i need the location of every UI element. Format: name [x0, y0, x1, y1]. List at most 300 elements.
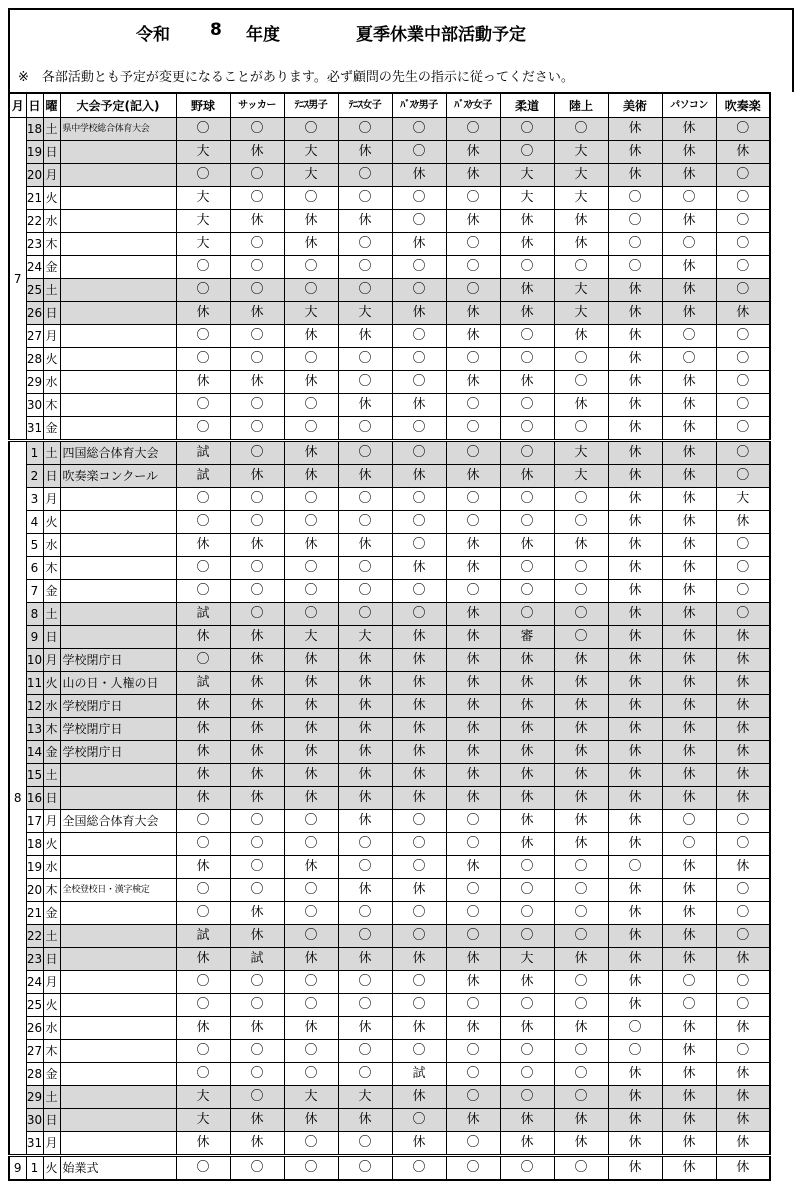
weekday-cell: 木 [43, 879, 60, 902]
event-cell: 学校閉庁日 [60, 695, 176, 718]
day-cell: 19 [26, 141, 43, 164]
column-tennis-boys-cell: 〇 [284, 187, 338, 210]
weekday-cell: 水 [43, 695, 60, 718]
column-tennis-girls-cell: 休 [338, 741, 392, 764]
column-tennis-girls-cell: 休 [338, 1109, 392, 1132]
column-basketball-boys-cell: 〇 [392, 488, 446, 511]
column-tennis-girls-cell: 〇 [338, 1040, 392, 1063]
column-computer-cell: 休 [662, 279, 716, 302]
weekday-cell: 月 [43, 164, 60, 187]
column-judo-cell: 休 [500, 833, 554, 856]
event-cell [60, 417, 176, 441]
column-judo-cell: 〇 [500, 511, 554, 534]
column-basketball-girls-cell: 休 [446, 1109, 500, 1132]
title-name: 夏季休業中部活動予定 [356, 25, 526, 45]
column-computer-cell: 休 [662, 879, 716, 902]
column-computer-cell: 〇 [662, 348, 716, 371]
column-basketball-boys-cell: 〇 [392, 534, 446, 557]
column-art-cell: 〇 [608, 856, 662, 879]
column-computer-cell: 休 [662, 741, 716, 764]
column-computer-cell: 休 [662, 465, 716, 488]
column-basketball-girls-cell: 〇 [446, 833, 500, 856]
column-brass-band-cell: 〇 [716, 210, 770, 233]
column-brass-band-cell: 〇 [716, 994, 770, 1017]
column-brass-band-cell: 大 [716, 488, 770, 511]
column-brass-band-cell: 休 [716, 649, 770, 672]
column-baseball-cell: 〇 [176, 348, 230, 371]
column-tennis-girls-cell: 休 [338, 141, 392, 164]
column-computer-cell: 〇 [662, 833, 716, 856]
column-basketball-boys-cell: 〇 [392, 141, 446, 164]
column-brass-band-cell: 休 [716, 1156, 770, 1181]
column-judo-cell: 休 [500, 1132, 554, 1156]
column-track-cell: 休 [554, 210, 608, 233]
weekday-cell: 水 [43, 371, 60, 394]
column-basketball-girls-cell: 〇 [446, 1132, 500, 1156]
column-basketball-girls-cell: 〇 [446, 580, 500, 603]
column-computer-cell: 休 [662, 1156, 716, 1181]
column-basketball-boys-cell: 休 [392, 649, 446, 672]
column-tennis-boys-cell: 休 [284, 764, 338, 787]
column-art-cell: 〇 [608, 1040, 662, 1063]
column-track-cell: 〇 [554, 856, 608, 879]
column-track-cell: 大 [554, 302, 608, 325]
event-cell [60, 856, 176, 879]
column-baseball-header: 野球 [176, 93, 230, 118]
column-basketball-boys-cell: 〇 [392, 1156, 446, 1181]
column-tennis-girls-cell: 休 [338, 465, 392, 488]
event-cell: 学校閉庁日 [60, 649, 176, 672]
table-row [9, 256, 770, 279]
column-computer-cell: 休 [662, 488, 716, 511]
column-judo-cell: 〇 [500, 488, 554, 511]
header-row [9, 93, 770, 118]
column-soccer-cell: 休 [230, 1132, 284, 1156]
event-cell [60, 902, 176, 925]
column-tennis-boys-cell: 〇 [284, 118, 338, 141]
column-brass-band-cell: 休 [716, 672, 770, 695]
column-basketball-boys-cell: 休 [392, 164, 446, 187]
column-computer-cell: 〇 [662, 810, 716, 833]
column-brass-band-cell: 〇 [716, 164, 770, 187]
column-computer-cell: 休 [662, 210, 716, 233]
column-art-cell: 休 [608, 511, 662, 534]
column-soccer-cell: 休 [230, 902, 284, 925]
column-baseball-cell: 大 [176, 210, 230, 233]
column-baseball-cell: 休 [176, 787, 230, 810]
column-basketball-boys-header: ﾊﾞｽｹ男子 [392, 93, 446, 118]
weekday-cell: 日 [43, 141, 60, 164]
column-basketball-boys-cell: 休 [392, 948, 446, 971]
column-judo-cell: 〇 [500, 441, 554, 465]
column-judo-cell: 休 [500, 741, 554, 764]
day-cell: 24 [26, 971, 43, 994]
column-track-cell: 〇 [554, 1156, 608, 1181]
column-basketball-boys-cell: 休 [392, 394, 446, 417]
event-cell [60, 141, 176, 164]
column-baseball-cell: 〇 [176, 1156, 230, 1181]
column-basketball-girls-cell: 〇 [446, 118, 500, 141]
column-basketball-girls-cell: 〇 [446, 417, 500, 441]
column-basketball-girls-cell: 休 [446, 718, 500, 741]
table-row [9, 649, 770, 672]
column-art-cell: 休 [608, 833, 662, 856]
column-brass-band-cell: 〇 [716, 879, 770, 902]
table-row [9, 348, 770, 371]
column-computer-cell: 休 [662, 511, 716, 534]
column-judo-cell: 〇 [500, 580, 554, 603]
column-track-cell: 休 [554, 787, 608, 810]
column-basketball-girls-cell: 休 [446, 557, 500, 580]
column-art-cell: 休 [608, 925, 662, 948]
column-brass-band-header: 吹奏楽 [716, 93, 770, 118]
column-art-cell: 休 [608, 626, 662, 649]
column-brass-band-cell: 休 [716, 1109, 770, 1132]
column-computer-cell: 休 [662, 118, 716, 141]
column-soccer-cell: 〇 [230, 441, 284, 465]
column-basketball-girls-cell: 〇 [446, 279, 500, 302]
column-tennis-girls-cell: 〇 [338, 580, 392, 603]
column-tennis-girls-cell: 〇 [338, 902, 392, 925]
column-basketball-girls-cell: 〇 [446, 1063, 500, 1086]
day-cell: 18 [26, 118, 43, 141]
column-soccer-cell: 〇 [230, 279, 284, 302]
weekday-cell: 金 [43, 741, 60, 764]
column-art-cell: 休 [608, 488, 662, 511]
column-baseball-cell: 〇 [176, 971, 230, 994]
column-soccer-cell: 〇 [230, 325, 284, 348]
table-row [9, 833, 770, 856]
column-judo-cell: 〇 [500, 417, 554, 441]
column-tennis-girls-cell: 〇 [338, 348, 392, 371]
column-basketball-boys-cell: 〇 [392, 994, 446, 1017]
column-basketball-boys-cell: 休 [392, 302, 446, 325]
weekday-cell: 日 [43, 948, 60, 971]
column-brass-band-cell: 〇 [716, 441, 770, 465]
weekday-cell: 火 [43, 348, 60, 371]
day-cell: 21 [26, 187, 43, 210]
column-track-cell: 休 [554, 718, 608, 741]
weekday-cell: 木 [43, 1040, 60, 1063]
day-cell: 8 [26, 603, 43, 626]
column-track-header: 陸上 [554, 93, 608, 118]
weekday-cell: 木 [43, 233, 60, 256]
column-track-cell: 休 [554, 833, 608, 856]
event-cell: 山の日・人権の日 [60, 672, 176, 695]
weekday-cell: 水 [43, 856, 60, 879]
column-tennis-girls-cell: 休 [338, 325, 392, 348]
column-basketball-girls-cell: 休 [446, 302, 500, 325]
column-track-cell: 〇 [554, 971, 608, 994]
event-cell: 全校登校日・漢字検定 [60, 879, 176, 902]
column-art-cell: 〇 [608, 187, 662, 210]
table-row [9, 371, 770, 394]
column-computer-cell: 休 [662, 1132, 716, 1156]
event-cell: 全国総合体育大会 [60, 810, 176, 833]
column-baseball-cell: 試 [176, 465, 230, 488]
column-tennis-boys-cell: 〇 [284, 1063, 338, 1086]
column-track-cell: 〇 [554, 557, 608, 580]
column-baseball-cell: 〇 [176, 994, 230, 1017]
weekday-cell: 火 [43, 1156, 60, 1181]
column-tennis-girls-cell: 〇 [338, 417, 392, 441]
column-tennis-boys-cell: 〇 [284, 256, 338, 279]
event-cell [60, 971, 176, 994]
column-tennis-boys-cell: 〇 [284, 580, 338, 603]
table-row [9, 1132, 770, 1156]
weekday-cell: 月 [43, 971, 60, 994]
event-cell [60, 394, 176, 417]
column-tennis-boys-cell: 〇 [284, 879, 338, 902]
column-brass-band-cell: 休 [716, 787, 770, 810]
weekday-cell: 火 [43, 833, 60, 856]
column-track-cell: 〇 [554, 511, 608, 534]
weekday-cell: 水 [43, 210, 60, 233]
column-judo-cell: 〇 [500, 1156, 554, 1181]
weekday-cell: 木 [43, 557, 60, 580]
column-track-cell: 〇 [554, 1063, 608, 1086]
column-computer-cell: 休 [662, 557, 716, 580]
column-tennis-girls-cell: 休 [338, 879, 392, 902]
column-day-header: 日 [26, 93, 43, 118]
column-basketball-boys-cell: 〇 [392, 971, 446, 994]
column-basketball-boys-cell: 〇 [392, 417, 446, 441]
table-row [9, 1063, 770, 1086]
event-cell [60, 164, 176, 187]
column-basketball-girls-cell: 〇 [446, 187, 500, 210]
column-basketball-boys-cell: 休 [392, 233, 446, 256]
weekday-cell: 月 [43, 488, 60, 511]
column-basketball-boys-cell: 〇 [392, 279, 446, 302]
table-row [9, 118, 770, 141]
table-row [9, 741, 770, 764]
table-row [9, 1156, 770, 1181]
event-cell: 学校閉庁日 [60, 741, 176, 764]
column-soccer-cell: 〇 [230, 511, 284, 534]
table-row [9, 626, 770, 649]
column-basketball-girls-cell: 〇 [446, 256, 500, 279]
column-basketball-girls-cell: 〇 [446, 441, 500, 465]
column-soccer-cell: 休 [230, 718, 284, 741]
column-basketball-boys-cell: 〇 [392, 371, 446, 394]
column-judo-cell: 大 [500, 187, 554, 210]
column-tennis-boys-header: ﾃﾆｽ男子 [284, 93, 338, 118]
column-soccer-cell: 〇 [230, 417, 284, 441]
table-row [9, 603, 770, 626]
weekday-cell: 土 [43, 441, 60, 465]
weekday-cell: 土 [43, 764, 60, 787]
page-title [10, 20, 792, 54]
column-judo-cell: 〇 [500, 141, 554, 164]
column-soccer-cell: 〇 [230, 1063, 284, 1086]
column-computer-cell: 休 [662, 1063, 716, 1086]
column-tennis-boys-cell: 休 [284, 441, 338, 465]
column-tennis-girls-cell: 大 [338, 302, 392, 325]
column-judo-cell: 〇 [500, 256, 554, 279]
column-judo-cell: 審 [500, 626, 554, 649]
column-basketball-girls-cell: 休 [446, 971, 500, 994]
column-track-cell: 〇 [554, 1086, 608, 1109]
column-brass-band-cell: 〇 [716, 580, 770, 603]
table-row [9, 971, 770, 994]
table-row [9, 994, 770, 1017]
column-computer-cell: 休 [662, 925, 716, 948]
column-art-cell: 休 [608, 672, 662, 695]
column-tennis-boys-cell: 〇 [284, 1040, 338, 1063]
column-brass-band-cell: 〇 [716, 810, 770, 833]
column-art-cell: 休 [608, 649, 662, 672]
event-cell [60, 994, 176, 1017]
column-tennis-boys-cell: 〇 [284, 511, 338, 534]
column-judo-cell: 休 [500, 534, 554, 557]
column-track-cell: 休 [554, 695, 608, 718]
column-computer-cell: 休 [662, 603, 716, 626]
day-cell: 17 [26, 810, 43, 833]
column-computer-cell: 〇 [662, 971, 716, 994]
table-row [9, 948, 770, 971]
day-cell: 26 [26, 302, 43, 325]
column-tennis-boys-cell: 〇 [284, 603, 338, 626]
column-art-cell: 休 [608, 787, 662, 810]
column-judo-cell: 休 [500, 1109, 554, 1132]
column-computer-cell: 休 [662, 1109, 716, 1132]
day-cell: 12 [26, 695, 43, 718]
column-baseball-cell: 大 [176, 187, 230, 210]
table-row [9, 417, 770, 441]
column-computer-cell: 休 [662, 764, 716, 787]
weekday-cell: 日 [43, 787, 60, 810]
table-row [9, 1017, 770, 1040]
column-judo-cell: 〇 [500, 557, 554, 580]
column-tennis-girls-cell: 〇 [338, 256, 392, 279]
day-cell: 19 [26, 856, 43, 879]
column-tennis-boys-cell: 〇 [284, 279, 338, 302]
column-track-cell: 休 [554, 1017, 608, 1040]
column-tennis-girls-cell: 〇 [338, 603, 392, 626]
column-soccer-cell: 〇 [230, 394, 284, 417]
day-cell: 28 [26, 1063, 43, 1086]
column-baseball-cell: 〇 [176, 649, 230, 672]
day-cell: 15 [26, 764, 43, 787]
column-judo-cell: 〇 [500, 994, 554, 1017]
column-brass-band-cell: 〇 [716, 534, 770, 557]
column-baseball-cell: 試 [176, 441, 230, 465]
table-row [9, 534, 770, 557]
column-art-cell: 休 [608, 394, 662, 417]
column-brass-band-cell: 〇 [716, 603, 770, 626]
column-computer-cell: 休 [662, 141, 716, 164]
weekday-cell: 金 [43, 256, 60, 279]
column-track-cell: 〇 [554, 256, 608, 279]
column-baseball-cell: 休 [176, 626, 230, 649]
column-soccer-cell: 〇 [230, 580, 284, 603]
day-cell: 23 [26, 948, 43, 971]
month-cell: 8 [9, 441, 26, 1156]
event-cell [60, 371, 176, 394]
event-cell [60, 580, 176, 603]
day-cell: 5 [26, 534, 43, 557]
table-row [9, 164, 770, 187]
column-basketball-boys-cell: 〇 [392, 580, 446, 603]
column-brass-band-cell: 休 [716, 718, 770, 741]
table-row [9, 141, 770, 164]
column-soccer-cell: 〇 [230, 557, 284, 580]
column-track-cell: 休 [554, 1109, 608, 1132]
column-judo-cell: 〇 [500, 118, 554, 141]
day-cell: 22 [26, 925, 43, 948]
day-cell: 31 [26, 1132, 43, 1156]
column-basketball-girls-cell: 休 [446, 741, 500, 764]
day-cell: 3 [26, 488, 43, 511]
day-cell: 2 [26, 465, 43, 488]
event-cell [60, 1132, 176, 1156]
column-computer-cell: 休 [662, 371, 716, 394]
schedule-table [8, 92, 771, 1181]
column-basketball-boys-cell: 〇 [392, 1040, 446, 1063]
column-brass-band-cell: 休 [716, 1086, 770, 1109]
weekday-cell: 金 [43, 580, 60, 603]
day-cell: 30 [26, 1109, 43, 1132]
column-tennis-boys-cell: 〇 [284, 994, 338, 1017]
column-judo-cell: 〇 [500, 902, 554, 925]
column-tennis-boys-cell: 〇 [284, 810, 338, 833]
column-tennis-girls-cell: 〇 [338, 441, 392, 465]
column-tennis-boys-cell: 〇 [284, 833, 338, 856]
event-cell [60, 833, 176, 856]
column-soccer-header: サッカー [230, 93, 284, 118]
table-row [9, 718, 770, 741]
column-brass-band-cell: 〇 [716, 465, 770, 488]
column-soccer-cell: 〇 [230, 1086, 284, 1109]
column-basketball-boys-cell: 〇 [392, 833, 446, 856]
column-judo-cell: 休 [500, 787, 554, 810]
column-basketball-boys-cell: 〇 [392, 902, 446, 925]
column-track-cell: 休 [554, 764, 608, 787]
column-computer-cell: 休 [662, 1040, 716, 1063]
column-art-cell: 休 [608, 810, 662, 833]
column-art-header: 美術 [608, 93, 662, 118]
event-cell [60, 1109, 176, 1132]
column-brass-band-cell: 〇 [716, 325, 770, 348]
column-tennis-boys-cell: 〇 [284, 488, 338, 511]
column-baseball-cell: 〇 [176, 810, 230, 833]
column-soccer-cell: 休 [230, 141, 284, 164]
day-cell: 16 [26, 787, 43, 810]
column-tennis-girls-header: ﾃﾆｽ女子 [338, 93, 392, 118]
column-track-cell: 休 [554, 325, 608, 348]
column-judo-cell: 〇 [500, 925, 554, 948]
column-tennis-boys-cell: 〇 [284, 557, 338, 580]
column-basketball-girls-cell: 休 [446, 672, 500, 695]
column-tennis-boys-cell: 休 [284, 233, 338, 256]
event-cell [60, 603, 176, 626]
column-basketball-boys-cell: 〇 [392, 325, 446, 348]
column-tennis-boys-cell: 大 [284, 164, 338, 187]
column-tennis-boys-cell: 休 [284, 649, 338, 672]
column-soccer-cell: 休 [230, 371, 284, 394]
column-basketball-boys-cell: 〇 [392, 441, 446, 465]
column-soccer-cell: 〇 [230, 856, 284, 879]
column-baseball-cell: 〇 [176, 833, 230, 856]
column-baseball-cell: 大 [176, 1109, 230, 1132]
table-row [9, 856, 770, 879]
event-cell [60, 1063, 176, 1086]
column-art-cell: 休 [608, 741, 662, 764]
column-baseball-cell: 〇 [176, 557, 230, 580]
event-cell [60, 511, 176, 534]
column-baseball-cell: 〇 [176, 118, 230, 141]
day-cell: 18 [26, 833, 43, 856]
